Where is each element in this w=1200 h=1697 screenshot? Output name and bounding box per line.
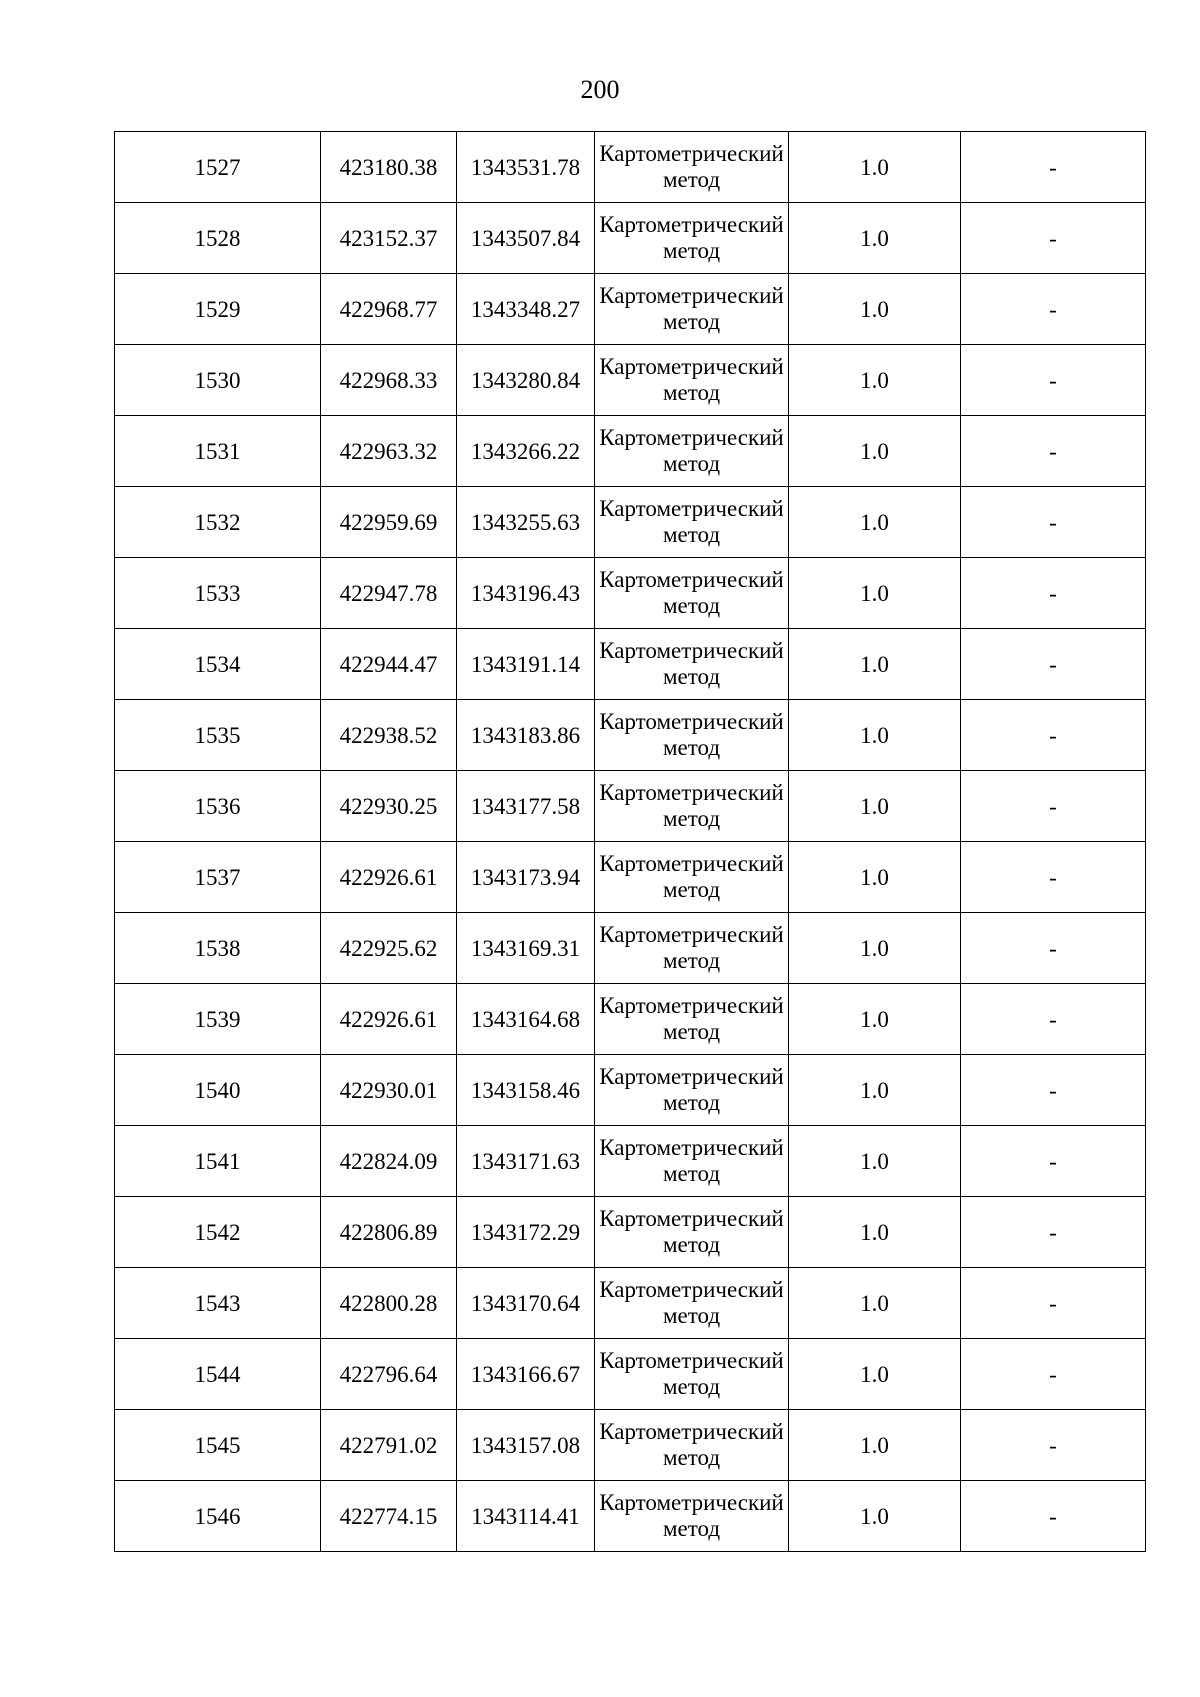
method-cell bbox=[595, 416, 789, 487]
page-number: 200 bbox=[580, 75, 620, 104]
method-label-line1: Картометрический bbox=[599, 567, 784, 592]
note-cell: - bbox=[961, 345, 1146, 416]
accuracy-cell: 1.0 bbox=[789, 558, 961, 629]
accuracy-cell: 1.0 bbox=[789, 913, 961, 984]
method-label-line2: метод bbox=[662, 451, 721, 476]
method-cell bbox=[595, 274, 789, 345]
accuracy-cell: 1.0 bbox=[789, 416, 961, 487]
method-label-line1: Картометрический bbox=[599, 1277, 784, 1302]
x-coordinate-cell: 422806.89 bbox=[321, 1197, 457, 1268]
y-coordinate-cell: 1343171.63 bbox=[457, 1126, 595, 1197]
method-label-line2: метод bbox=[662, 1161, 721, 1186]
method-cell bbox=[595, 629, 789, 700]
note-cell: - bbox=[961, 1126, 1146, 1197]
note-cell: - bbox=[961, 1268, 1146, 1339]
method-cell bbox=[595, 771, 789, 842]
point-cell: 1527 bbox=[115, 132, 321, 203]
x-coordinate-cell: 423152.37 bbox=[321, 203, 457, 274]
y-coordinate-cell: 1343507.84 bbox=[457, 203, 595, 274]
method-cell bbox=[595, 203, 789, 274]
accuracy-cell: 1.0 bbox=[789, 274, 961, 345]
method-label-line1: Картометрический bbox=[599, 780, 784, 805]
coordinates-table bbox=[114, 131, 1146, 1552]
x-coordinate-cell: 422968.33 bbox=[321, 345, 457, 416]
x-coordinate-cell: 422925.62 bbox=[321, 913, 457, 984]
x-coordinate-cell: 422968.77 bbox=[321, 274, 457, 345]
y-coordinate-cell: 1343173.94 bbox=[457, 842, 595, 913]
x-coordinate-cell: 422800.28 bbox=[321, 1268, 457, 1339]
method-label-line2: метод bbox=[662, 948, 721, 973]
table-row bbox=[115, 1268, 1146, 1339]
method-cell bbox=[595, 487, 789, 558]
method-label-line1: Картометрический bbox=[599, 1064, 784, 1089]
method-label-line2: метод bbox=[662, 1090, 721, 1115]
method-label-line2: метод bbox=[662, 238, 721, 263]
point-cell: 1541 bbox=[115, 1126, 321, 1197]
method-cell bbox=[595, 1268, 789, 1339]
method-label-line2: метод bbox=[662, 1445, 721, 1470]
x-coordinate-cell: 422796.64 bbox=[321, 1339, 457, 1410]
y-coordinate-cell: 1343166.67 bbox=[457, 1339, 595, 1410]
table-row bbox=[115, 913, 1146, 984]
method-cell bbox=[595, 913, 789, 984]
method-label-line1: Картометрический bbox=[599, 283, 784, 308]
x-coordinate-cell: 422959.69 bbox=[321, 487, 457, 558]
accuracy-cell: 1.0 bbox=[789, 132, 961, 203]
accuracy-cell: 1.0 bbox=[789, 984, 961, 1055]
method-label-line2: метод bbox=[662, 167, 721, 192]
y-coordinate-cell: 1343255.63 bbox=[457, 487, 595, 558]
table-row bbox=[115, 1126, 1146, 1197]
method-cell bbox=[595, 1410, 789, 1481]
table-row bbox=[115, 132, 1146, 203]
note-cell: - bbox=[961, 1197, 1146, 1268]
accuracy-cell: 1.0 bbox=[789, 1197, 961, 1268]
method-cell bbox=[595, 984, 789, 1055]
note-cell: - bbox=[961, 629, 1146, 700]
x-coordinate-cell: 422963.32 bbox=[321, 416, 457, 487]
point-cell: 1538 bbox=[115, 913, 321, 984]
accuracy-cell: 1.0 bbox=[789, 1339, 961, 1410]
y-coordinate-cell: 1343177.58 bbox=[457, 771, 595, 842]
y-coordinate-cell: 1343169.31 bbox=[457, 913, 595, 984]
accuracy-cell: 1.0 bbox=[789, 1055, 961, 1126]
note-cell: - bbox=[961, 416, 1146, 487]
accuracy-cell: 1.0 bbox=[789, 771, 961, 842]
table-row bbox=[115, 416, 1146, 487]
table-row bbox=[115, 842, 1146, 913]
point-cell: 1528 bbox=[115, 203, 321, 274]
table-row bbox=[115, 274, 1146, 345]
method-label-line2: метод bbox=[662, 735, 721, 760]
y-coordinate-cell: 1343266.22 bbox=[457, 416, 595, 487]
method-label-line2: метод bbox=[662, 877, 721, 902]
method-label-line2: метод bbox=[662, 309, 721, 334]
point-cell: 1531 bbox=[115, 416, 321, 487]
point-cell: 1537 bbox=[115, 842, 321, 913]
method-cell bbox=[595, 132, 789, 203]
note-cell: - bbox=[961, 700, 1146, 771]
x-coordinate-cell: 422824.09 bbox=[321, 1126, 457, 1197]
point-cell: 1540 bbox=[115, 1055, 321, 1126]
accuracy-cell: 1.0 bbox=[789, 345, 961, 416]
method-label-line1: Картометрический bbox=[599, 922, 784, 947]
point-cell: 1546 bbox=[115, 1481, 321, 1552]
accuracy-cell: 1.0 bbox=[789, 1481, 961, 1552]
note-cell: - bbox=[961, 1339, 1146, 1410]
method-label-line2: метод bbox=[662, 1374, 721, 1399]
x-coordinate-cell: 422926.61 bbox=[321, 842, 457, 913]
table-row bbox=[115, 487, 1146, 558]
y-coordinate-cell: 1343164.68 bbox=[457, 984, 595, 1055]
method-label-line1: Картометрический bbox=[599, 1490, 784, 1515]
point-cell: 1536 bbox=[115, 771, 321, 842]
point-cell: 1533 bbox=[115, 558, 321, 629]
method-cell bbox=[595, 1055, 789, 1126]
method-cell bbox=[595, 558, 789, 629]
x-coordinate-cell: 422774.15 bbox=[321, 1481, 457, 1552]
x-coordinate-cell: 422944.47 bbox=[321, 629, 457, 700]
point-cell: 1535 bbox=[115, 700, 321, 771]
method-label-line1: Картометрический bbox=[599, 425, 784, 450]
y-coordinate-cell: 1343348.27 bbox=[457, 274, 595, 345]
x-coordinate-cell: 422930.25 bbox=[321, 771, 457, 842]
method-label-line1: Картометрический bbox=[599, 1135, 784, 1160]
table-row bbox=[115, 345, 1146, 416]
y-coordinate-cell: 1343280.84 bbox=[457, 345, 595, 416]
table-row bbox=[115, 558, 1146, 629]
table-body bbox=[115, 132, 1146, 1552]
method-label-line1: Картометрический bbox=[599, 993, 784, 1018]
method-label-line2: метод bbox=[662, 806, 721, 831]
x-coordinate-cell: 422930.01 bbox=[321, 1055, 457, 1126]
note-cell: - bbox=[961, 913, 1146, 984]
accuracy-cell: 1.0 bbox=[789, 629, 961, 700]
x-coordinate-cell: 422938.52 bbox=[321, 700, 457, 771]
method-label-line1: Картометрический bbox=[599, 709, 784, 734]
y-coordinate-cell: 1343196.43 bbox=[457, 558, 595, 629]
x-coordinate-cell: 422926.61 bbox=[321, 984, 457, 1055]
table-row bbox=[115, 771, 1146, 842]
x-coordinate-cell: 422947.78 bbox=[321, 558, 457, 629]
method-label-line1: Картометрический bbox=[599, 141, 784, 166]
point-cell: 1545 bbox=[115, 1410, 321, 1481]
point-cell: 1530 bbox=[115, 345, 321, 416]
point-cell: 1543 bbox=[115, 1268, 321, 1339]
note-cell: - bbox=[961, 487, 1146, 558]
table-row bbox=[115, 1197, 1146, 1268]
y-coordinate-cell: 1343172.29 bbox=[457, 1197, 595, 1268]
accuracy-cell: 1.0 bbox=[789, 700, 961, 771]
point-cell: 1529 bbox=[115, 274, 321, 345]
table-row bbox=[115, 1055, 1146, 1126]
note-cell: - bbox=[961, 842, 1146, 913]
method-label-line2: метод bbox=[662, 522, 721, 547]
note-cell: - bbox=[961, 1481, 1146, 1552]
y-coordinate-cell: 1343170.64 bbox=[457, 1268, 595, 1339]
point-cell: 1534 bbox=[115, 629, 321, 700]
method-label-line1: Картометрический bbox=[599, 851, 784, 876]
point-cell: 1544 bbox=[115, 1339, 321, 1410]
note-cell: - bbox=[961, 1410, 1146, 1481]
point-cell: 1542 bbox=[115, 1197, 321, 1268]
method-cell bbox=[595, 1339, 789, 1410]
accuracy-cell: 1.0 bbox=[789, 842, 961, 913]
table-row bbox=[115, 1410, 1146, 1481]
y-coordinate-cell: 1343191.14 bbox=[457, 629, 595, 700]
x-coordinate-cell: 423180.38 bbox=[321, 132, 457, 203]
note-cell: - bbox=[961, 132, 1146, 203]
method-cell bbox=[595, 1481, 789, 1552]
accuracy-cell: 1.0 bbox=[789, 1126, 961, 1197]
method-label-line1: Картометрический bbox=[599, 212, 784, 237]
note-cell: - bbox=[961, 203, 1146, 274]
table-row bbox=[115, 984, 1146, 1055]
y-coordinate-cell: 1343531.78 bbox=[457, 132, 595, 203]
x-coordinate-cell: 422791.02 bbox=[321, 1410, 457, 1481]
accuracy-cell: 1.0 bbox=[789, 1410, 961, 1481]
method-label-line1: Картометрический bbox=[599, 1419, 784, 1444]
point-cell: 1539 bbox=[115, 984, 321, 1055]
method-cell bbox=[595, 345, 789, 416]
method-cell bbox=[595, 700, 789, 771]
note-cell: - bbox=[961, 771, 1146, 842]
method-label-line2: метод bbox=[662, 664, 721, 689]
note-cell: - bbox=[961, 1055, 1146, 1126]
table-row bbox=[115, 700, 1146, 771]
method-cell bbox=[595, 1197, 789, 1268]
y-coordinate-cell: 1343114.41 bbox=[457, 1481, 595, 1552]
note-cell: - bbox=[961, 984, 1146, 1055]
method-label-line1: Картометрический bbox=[599, 1206, 784, 1231]
y-coordinate-cell: 1343157.08 bbox=[457, 1410, 595, 1481]
accuracy-cell: 1.0 bbox=[789, 203, 961, 274]
accuracy-cell: 1.0 bbox=[789, 487, 961, 558]
point-cell: 1532 bbox=[115, 487, 321, 558]
note-cell: - bbox=[961, 558, 1146, 629]
table-row bbox=[115, 1339, 1146, 1410]
accuracy-cell: 1.0 bbox=[789, 1268, 961, 1339]
table-row bbox=[115, 629, 1146, 700]
method-label-line1: Картометрический bbox=[599, 1348, 784, 1373]
note-cell: - bbox=[961, 274, 1146, 345]
method-label-line2: метод bbox=[662, 380, 721, 405]
method-label-line2: метод bbox=[662, 1019, 721, 1044]
method-cell bbox=[595, 842, 789, 913]
y-coordinate-cell: 1343183.86 bbox=[457, 700, 595, 771]
method-label-line1: Картометрический bbox=[599, 496, 784, 521]
method-label-line1: Картометрический bbox=[599, 638, 784, 663]
table-row bbox=[115, 203, 1146, 274]
method-label-line2: метод bbox=[662, 593, 721, 618]
method-label-line1: Картометрический bbox=[599, 354, 784, 379]
method-label-line2: метод bbox=[662, 1516, 721, 1541]
table-row bbox=[115, 1481, 1146, 1552]
method-cell bbox=[595, 1126, 789, 1197]
method-label-line2: метод bbox=[662, 1232, 721, 1257]
method-label-line2: метод bbox=[662, 1303, 721, 1328]
y-coordinate-cell: 1343158.46 bbox=[457, 1055, 595, 1126]
